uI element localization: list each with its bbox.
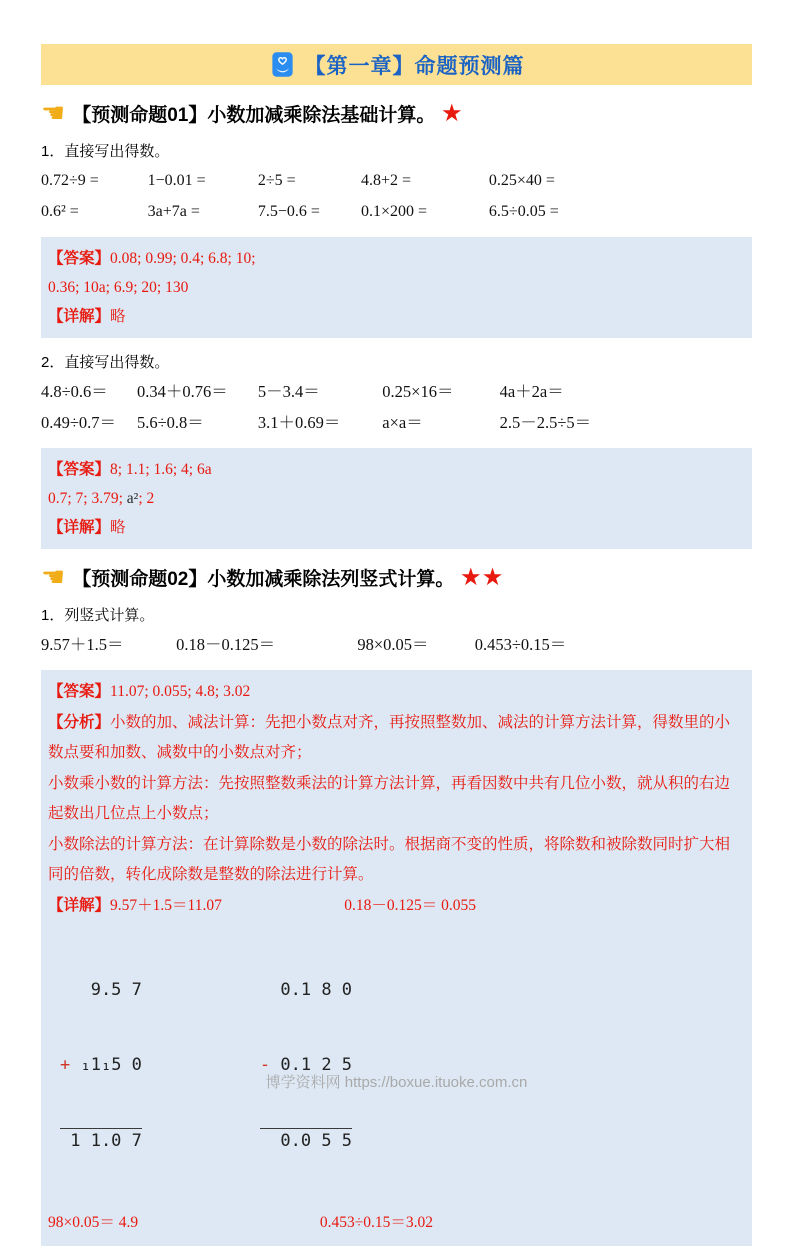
problem: 0.25×40 = (488, 172, 555, 189)
problem: 0.453÷0.15＝ (474, 635, 567, 654)
heart-hand-icon (269, 51, 296, 78)
problem: 4.8+2 = (360, 172, 411, 189)
answer-line (48, 677, 745, 708)
problem-row (41, 407, 752, 438)
topic-02-title: 【预测命题02】小数加减乘除法列竖式计算。 (72, 569, 455, 590)
vertical-addition (60, 928, 142, 1204)
answer-box-2 (41, 448, 752, 549)
detail-line (48, 302, 745, 331)
problem: 2÷5 = (257, 172, 296, 189)
problem: 0.18－0.125＝ (176, 635, 276, 654)
chapter-title: 【第一章】命题预测篇 (304, 54, 525, 78)
analysis-paragraph (48, 708, 745, 769)
topic-01-heading (41, 100, 752, 127)
problem: 6.5÷0.05 = (488, 203, 559, 220)
problem-row (41, 629, 752, 660)
problem: 0.1×200 = (360, 203, 427, 220)
equation: 0.453÷0.15＝3.02 (319, 1214, 433, 1231)
chapter-banner (41, 44, 752, 85)
problem: 3a+7a = (147, 203, 200, 220)
analysis-label: 【分析】 (48, 713, 111, 731)
problem: 0.72÷9 = (41, 172, 99, 189)
footer-watermark: 博学资料网 https://boxue.ituoke.com.cn (265, 1074, 528, 1091)
answer-variable: a² (126, 490, 139, 507)
pointing-hand-icon: ☚ (41, 562, 66, 592)
detail-line (48, 513, 745, 542)
problem: 7.5−0.6 = (257, 203, 320, 220)
topic-01-title: 【预测命题01】小数加减乘除法基础计算。 (72, 105, 436, 126)
topic-02-heading (41, 564, 752, 591)
question-label: 1．列竖式计算。 (41, 607, 155, 624)
addend-top: 9.5 7 (60, 980, 142, 1000)
problem: 0.25×16＝ (382, 382, 454, 401)
result-equations (48, 1208, 745, 1239)
minuend: 0.1 8 0 (259, 980, 353, 1000)
problem: 1−0.01 = (147, 172, 206, 189)
detail-value: 略 (110, 519, 126, 536)
problem-row (41, 196, 752, 227)
answer-values: 0.7; 7; 3.79; (48, 490, 127, 507)
answer-line (48, 484, 745, 513)
answer-line (48, 455, 745, 484)
problem: 5－3.4＝ (257, 382, 320, 401)
detail-value: 略 (110, 308, 126, 325)
solution-box (41, 670, 752, 1246)
problem: 9.57＋1.5＝ (41, 635, 124, 654)
answer-label: 【答案】 (48, 461, 111, 478)
problem: 98×0.05＝ (357, 635, 429, 654)
problem: 0.6² = (41, 203, 79, 220)
problem: 4a＋2a＝ (499, 382, 564, 401)
analysis-paragraph: 小数乘小数的计算方法：先按照整数乘法的计算方法计算，再看因数中共有几位小数，就从积的右边起数出几位点上小数点； (48, 774, 731, 822)
detail-label: 【详解】 (48, 519, 111, 536)
answer-line: 0.36; 10a; 6.9; 20; 130 (48, 279, 189, 296)
detail-equation (48, 891, 344, 922)
star-icons: ★★ (461, 566, 506, 589)
problem: a×a＝ (382, 413, 423, 432)
problem-row (41, 376, 752, 407)
difference-result: 0.0 5 5 (260, 1128, 352, 1154)
minus-sign: - (259, 1055, 271, 1075)
star-icon: ★ (442, 102, 465, 125)
question-2-label: 2．直接写出得数。 (41, 354, 170, 371)
detail-label: 【详解】 (48, 308, 111, 325)
problem: 0.49÷0.7＝ (41, 413, 117, 432)
answer-values: 0.08; 0.99; 0.4; 6.8; 10; (110, 250, 256, 267)
sum-result: 1 1.0 7 (60, 1128, 142, 1154)
problem-row (41, 165, 752, 196)
plus-sign: + (60, 1055, 71, 1075)
answer-line (48, 244, 745, 273)
equation: 98×0.05＝ 4.9 (48, 1214, 139, 1231)
equation: 9.57＋1.5＝11.07 (110, 896, 222, 914)
analysis-text: 小数的加、减法计算：先把小数点对齐，再按照整数加、减法的计算方法计算，得数里的小数点要和加数、减数中的小数点对齐； (48, 713, 731, 761)
pointing-hand-icon: ☚ (41, 98, 66, 128)
question-1-label: 1．直接写出得数。 (41, 143, 170, 160)
detail-equation: 0.18－0.125＝ 0.055 (344, 896, 476, 914)
analysis-paragraph: 小数除法的计算方法：在计算除数是小数的除法时。根据商不变的性质，将除数和被除数同时扩大相同的倍数，转化成除数是整数的除法进行计算。 (48, 835, 731, 883)
detail-line (48, 891, 745, 922)
answer-box-1 (41, 237, 752, 338)
answer-values: 8; 1.1; 1.6; 4; 6a (110, 461, 212, 478)
subtrahend-digits: 0.1 2 5 (270, 1055, 353, 1075)
vertical-subtraction (260, 928, 352, 1204)
answer-label: 【答案】 (48, 683, 111, 700)
problem: 4.8÷0.6＝ (41, 382, 108, 401)
addend-digits: ₁1₁5 0 (70, 1055, 142, 1075)
vertical-calculations (48, 921, 745, 1208)
detail-label: 【详解】 (48, 896, 111, 914)
problem: 2.5－2.5÷5＝ (499, 413, 592, 432)
answer-label: 【答案】 (48, 250, 111, 267)
answer-values: 11.07; 0.055; 4.8; 3.02 (110, 683, 251, 700)
problem: 3.1＋0.69＝ (257, 413, 341, 432)
answer-values: ; 2 (138, 490, 155, 507)
problem: 5.6÷0.8＝ (136, 413, 204, 432)
problem: 0.34＋0.76＝ (136, 382, 228, 401)
